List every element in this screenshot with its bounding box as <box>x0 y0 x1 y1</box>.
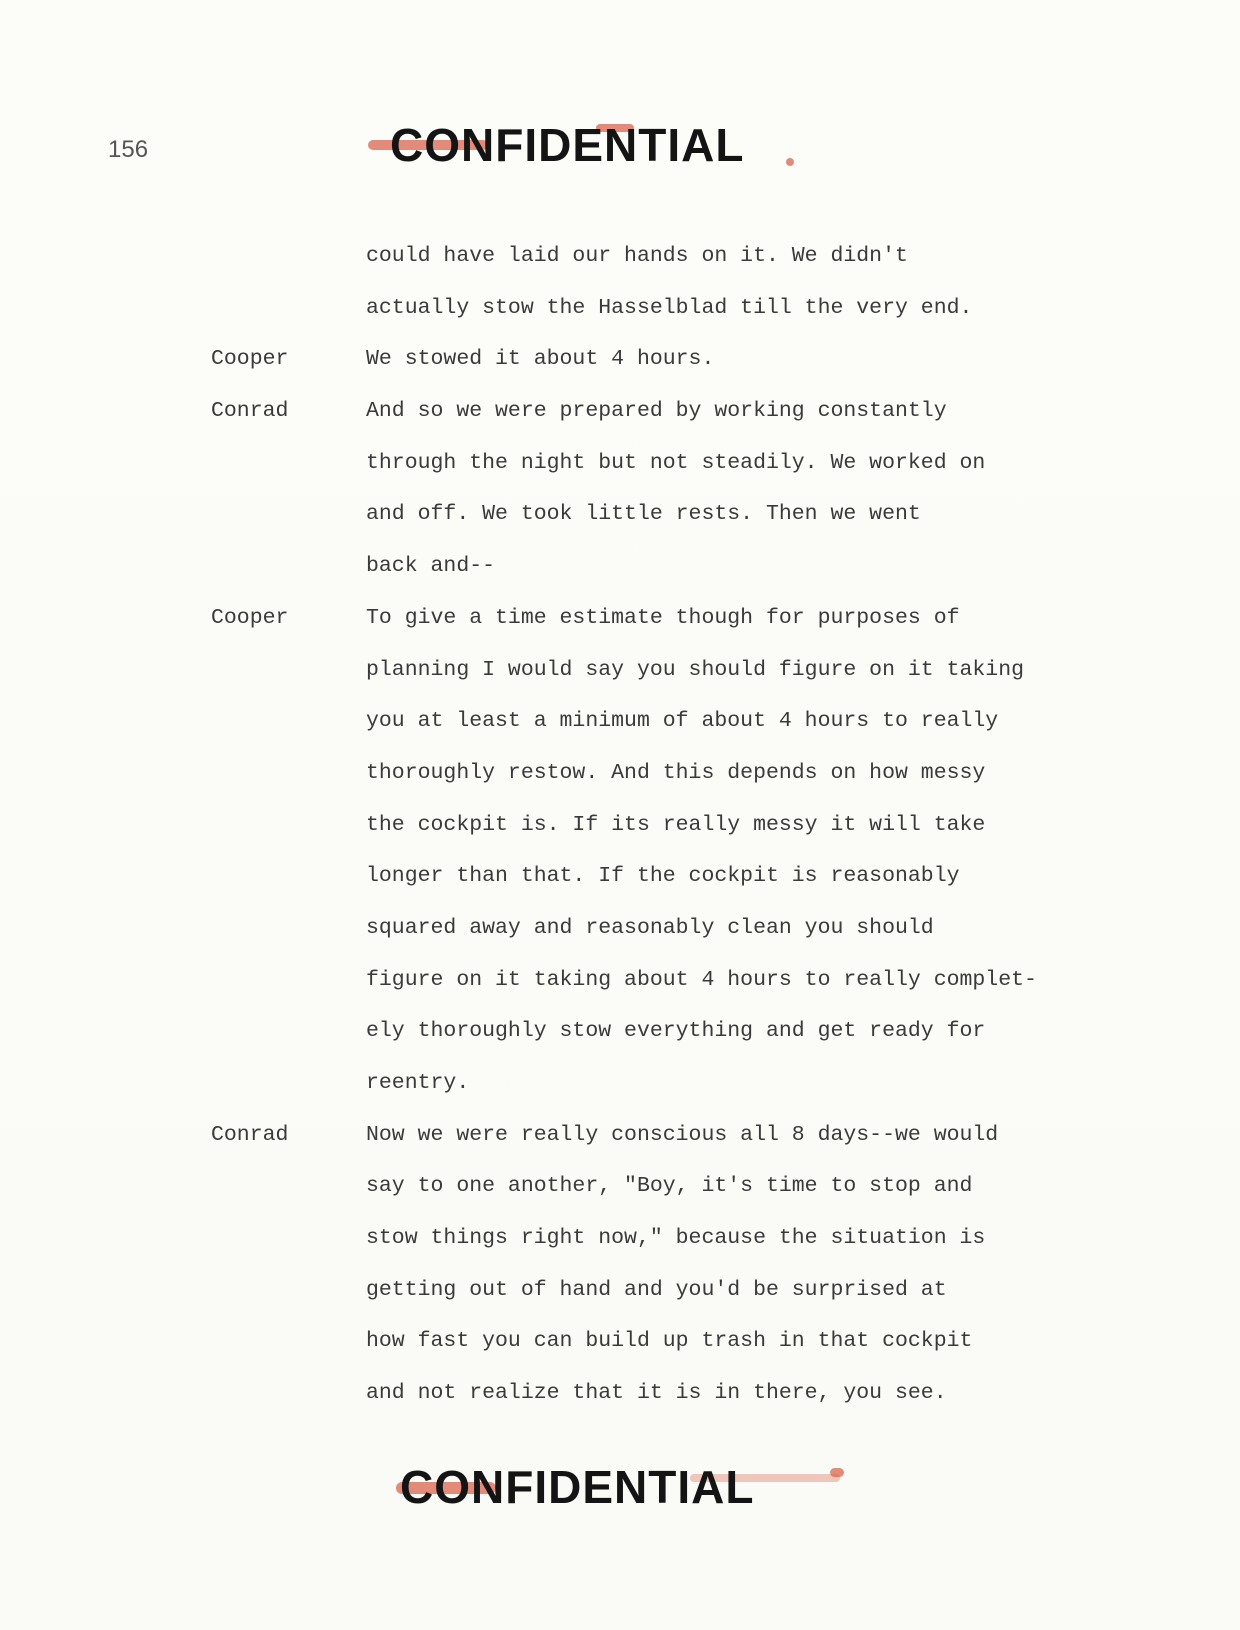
transcript-text: how fast you can build up trash in that cockpit <box>366 1329 973 1354</box>
transcript-text: getting out of hand and you'd be surprised at <box>366 1277 947 1302</box>
transcript-text: through the night but not steadily. We worked on <box>366 450 986 475</box>
transcript-line <box>0 393 1240 445</box>
transcript-text: planning I would say you should figure on it taking <box>366 657 1025 682</box>
transcript-line <box>0 1168 1240 1220</box>
transcript-text: could have laid our hands on it. We didn't <box>366 244 908 268</box>
stamp-red-dot <box>830 1468 844 1477</box>
transcript-text: say to one another, "Boy, it's time to stop and <box>366 1174 973 1199</box>
transcript <box>0 238 1240 1427</box>
transcript-line <box>0 445 1240 497</box>
transcript-text: the cockpit is. If its really messy it will take <box>366 812 986 837</box>
transcript-text: And so we were prepared by working constantly <box>366 399 947 424</box>
transcript-line <box>0 1013 1240 1065</box>
transcript-line <box>0 496 1240 548</box>
transcript-text: To give a time estimate though for purposes of <box>366 605 960 630</box>
transcript-line <box>0 238 1240 290</box>
transcript-text: We stowed it about 4 hours. <box>366 347 715 372</box>
transcript-line <box>0 1117 1240 1169</box>
transcript-line <box>0 1375 1240 1427</box>
transcript-line <box>0 341 1240 393</box>
transcript-text: you at least a minimum of about 4 hours to really <box>366 709 999 734</box>
speaker-name: Cooper <box>211 347 289 372</box>
transcript-line <box>0 807 1240 859</box>
transcript-text: figure on it taking about 4 hours to really complet- <box>366 967 1037 992</box>
transcript-text: Now we were really conscious all 8 days--we would <box>366 1122 999 1147</box>
transcript-text: back and-- <box>366 554 496 579</box>
stamp-red-dot <box>786 158 794 166</box>
transcript-line <box>0 1272 1240 1324</box>
transcript-line <box>0 703 1240 755</box>
transcript-line <box>0 962 1240 1014</box>
transcript-text: thoroughly restow. And this depends on how messy <box>366 760 986 785</box>
transcript-text: longer than that. If the cockpit is reasonably <box>366 864 960 889</box>
speaker-name: Conrad <box>211 1122 289 1147</box>
page-number: 156 <box>108 136 149 163</box>
transcript-line <box>0 548 1240 600</box>
transcript-line <box>0 1220 1240 1272</box>
transcript-line <box>0 1065 1240 1117</box>
transcript-line <box>0 600 1240 652</box>
transcript-text: stow things right now," because the situation is <box>366 1226 986 1251</box>
speaker-name: Cooper <box>211 605 289 630</box>
classification-stamp-top: CONFIDENTIAL <box>390 119 745 171</box>
transcript-text: ely thoroughly stow everything and get ready for <box>366 1019 986 1044</box>
transcript-line <box>0 1323 1240 1375</box>
transcript-text: actually stow the Hasselblad till the very end. <box>366 295 973 320</box>
transcript-line <box>0 910 1240 962</box>
transcript-text: reentry. <box>366 1071 470 1095</box>
transcript-text: and off. We took little rests. Then we went <box>366 502 921 527</box>
transcript-line <box>0 858 1240 910</box>
classification-stamp-bottom: CONFIDENTIAL <box>400 1461 755 1513</box>
speaker-name: Conrad <box>211 399 289 424</box>
transcript-text: and not realize that it is in there, you see. <box>366 1381 947 1406</box>
transcript-line <box>0 652 1240 704</box>
transcript-text: squared away and reasonably clean you should <box>366 915 934 940</box>
transcript-line <box>0 290 1240 342</box>
transcript-line <box>0 755 1240 807</box>
